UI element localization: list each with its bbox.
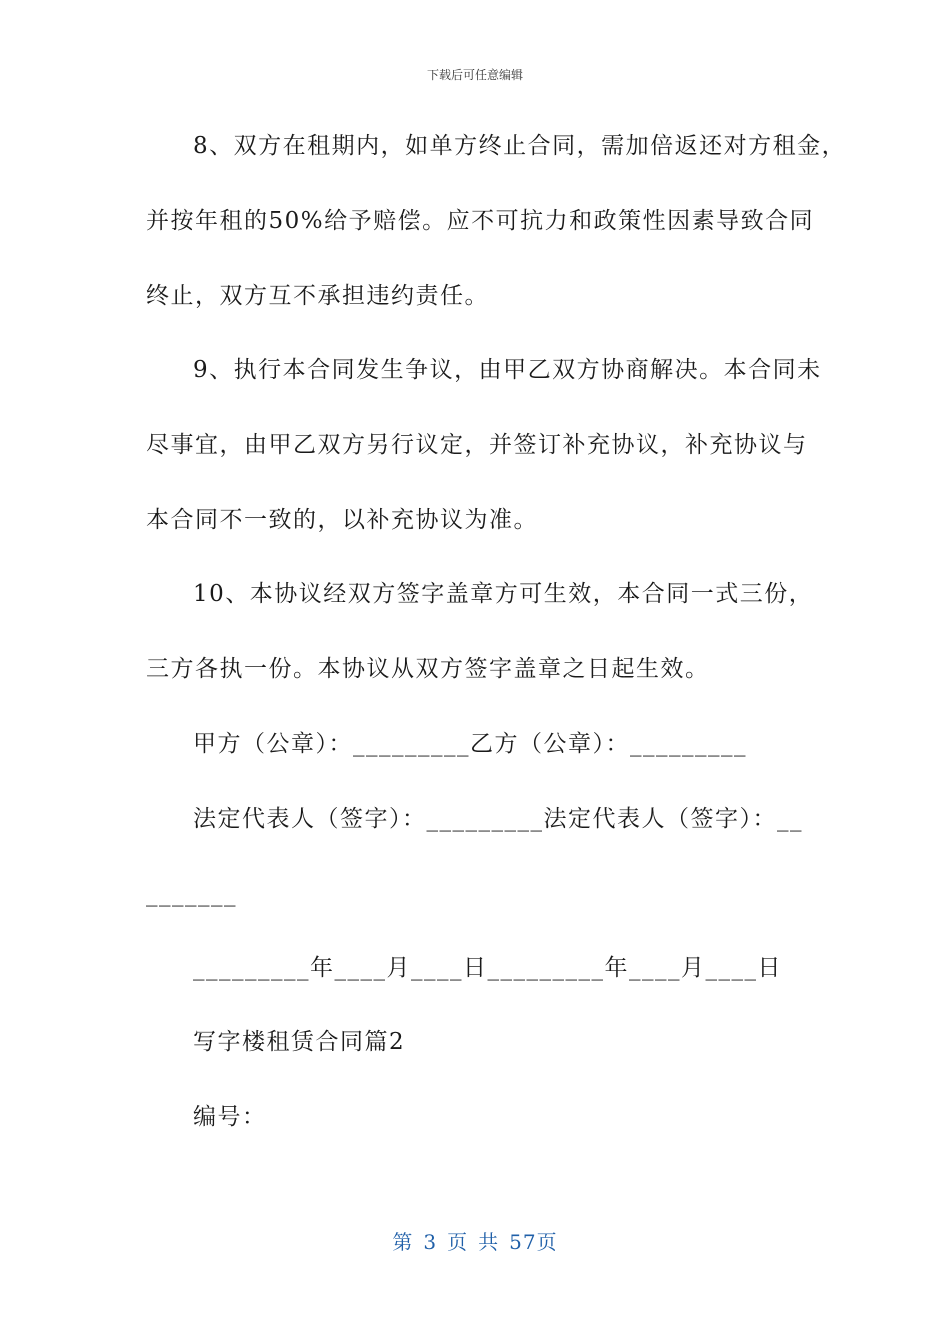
clause-9-line-1: 9、执行本合同发生争议，由甲乙双方协商解决。本合同未 (193, 357, 822, 383)
clause-8-line-1: 8、双方在租期内，如单方终止合同，需加倍返还对方租金， (193, 133, 847, 159)
clause-10-line-1: 10、本协议经双方签字盖章方可生效，本合同一式三份， (193, 581, 814, 607)
footer-di: 第 (392, 1230, 414, 1254)
contract-number-label: 编号： (193, 1104, 267, 1130)
section-2-title: 写字楼租赁合同篇2 (193, 1029, 406, 1055)
clause-10-line-2: 三方各执一份。本协议从双方签字盖章之日起生效。 (146, 656, 710, 682)
legal-rep-line-2: _______ (146, 881, 237, 907)
footer-ye: 页 (447, 1230, 469, 1254)
footer-total-pages: 57页 (509, 1230, 558, 1254)
party-seal-line: 甲方（公章）：_________乙方（公章）：_________ (193, 731, 747, 757)
header-note: 下载后可任意编辑 (426, 68, 523, 82)
footer-page-number: 3 (423, 1230, 438, 1254)
clause-8-line-3: 终止，双方互不承担违约责任。 (146, 283, 489, 309)
date-line: _________年____月____日_________年____月____日 (193, 955, 782, 981)
clause-9-line-3: 本合同不一致的，以补充协议为准。 (146, 507, 538, 533)
page-footer (0, 1226, 950, 1255)
clause-9-line-2: 尽事宜，由甲乙双方另行议定，并签订补充协议，补充协议与 (146, 432, 808, 458)
footer-gong: 共 (478, 1230, 500, 1254)
clause-8-line-2: 并按年租的50%给予赔偿。应不可抗力和政策性因素导致合同 (146, 208, 815, 234)
legal-rep-line-1: 法定代表人（签字）：_________法定代表人（签字）：__ (193, 806, 803, 832)
